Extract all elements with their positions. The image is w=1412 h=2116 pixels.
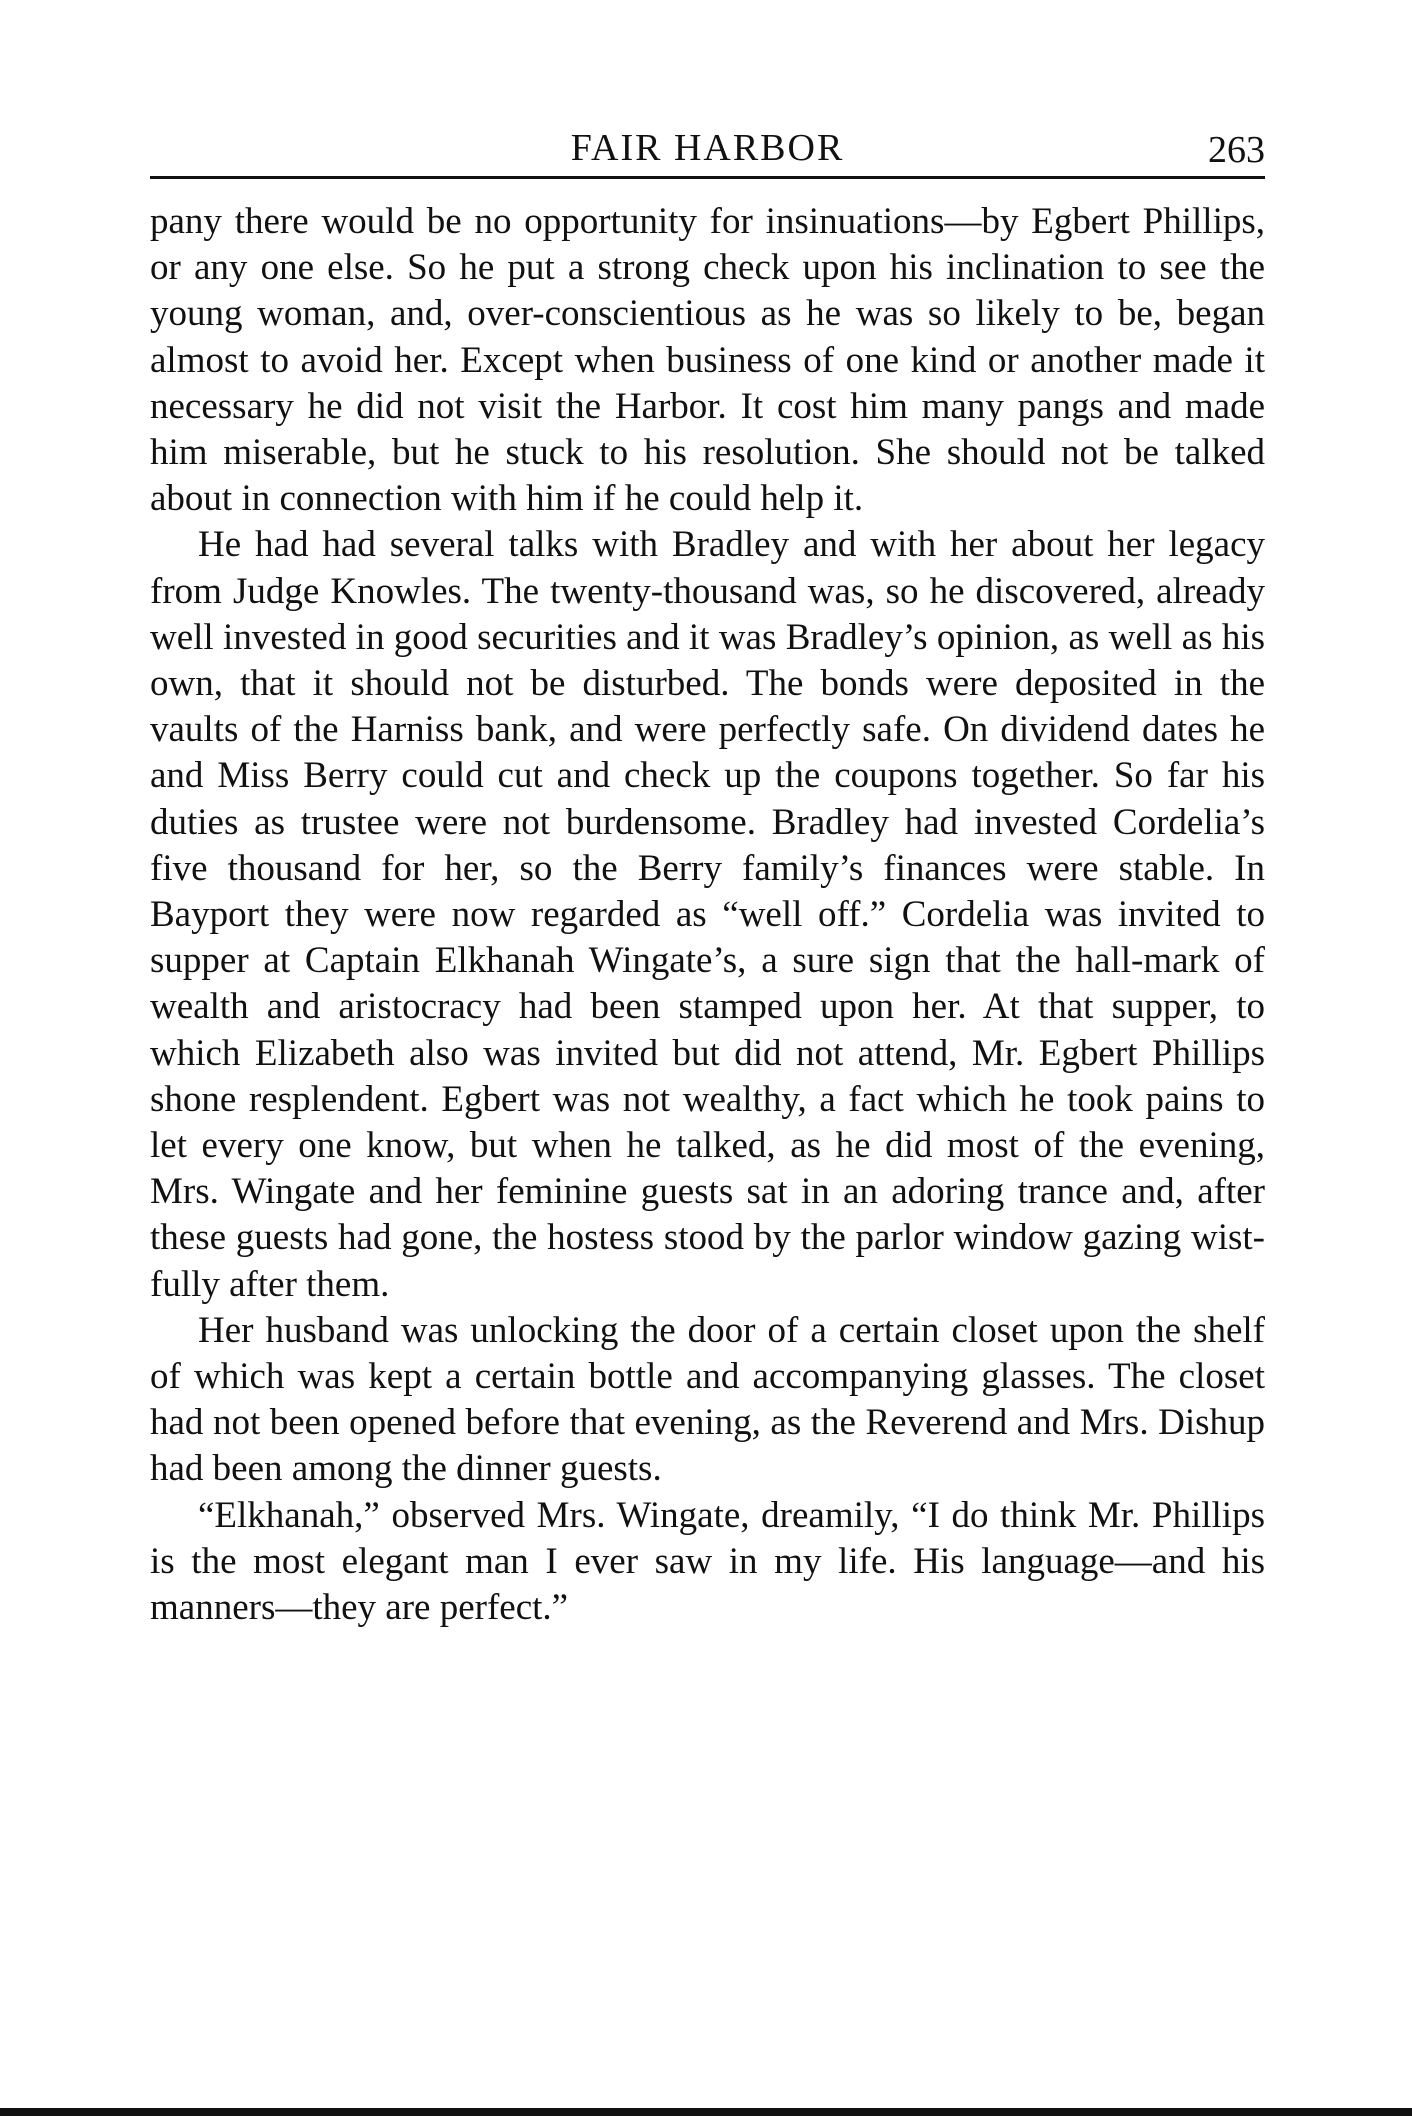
paragraph-2: He had had several talks with Bradley and with her about her legacy from Judge Knowles. The twenty-thousand was, so he discovered, already well invested in good securities and it was Bradley’s opinion, as well as his own, that it should not be disturbed. The bonds were deposited in the vaults of the Harniss bank, and were perfectly safe. On dividend dates he and Miss Berry could cut and check up the coupons together. So far his duties as trustee were not burdensome. Bradley had invested Cordelia’s five thousand for her, so the Berry family’s finances were stable. In Bayport they were now regarded as “well off.” Cordelia was invited to supper at Captain Elkhanah Wingate’s, a sure sign that the hall-mark of wealth and aristocracy had been stamped upon her. At that supper, to which Elizabeth also was invited but did not attend, Mr. Egbert Phillips shone resplendent. Egbert was not wealthy, a fact which he took pains to let every one know, but when he talked, as he did most of the evening, Mrs. Wingate and her feminine guests sat in an adoring trance and, after these guests had gone, the hostess stood by the parlor window gazing wistfully after them. [150, 524, 1265, 1305]
book-page [150, 118, 1265, 1631]
header-rule [150, 176, 1265, 179]
running-title: FAIR HARBOR [570, 127, 845, 169]
paragraph-4: “Elkhanah,” observed Mrs. Wingate, dreamily, “I do think Mr. Phillips is the most elegant man I ever saw in my life. His language—and his manners—they are perfect.” [150, 1494, 1265, 1629]
page-header [150, 118, 1265, 174]
body-text [150, 199, 1265, 1631]
paragraph-1: pany there would be no opportunity for insinuations—by Egbert Phillips, or any one else. So he put a strong check upon his inclination to see the young woman, and, over-conscientious as he was so likely to be, began almost to avoid her. Except when business of one kind or another made it necessary he did not visit the Harbor. It cost him many pangs and made him miserable, but he stuck to his resolution. She should not be talked about in connection with him if he could help it. [150, 201, 1265, 520]
page-number: 263 [1208, 129, 1265, 171]
paragraph-3: Her husband was unlocking the door of a certain closet upon the shelf of which was kept a certain bottle and accompanying glasses. The closet had not been opened before that evening, as the Reverend and Mrs. Dishup had been among the dinner guests. [150, 1309, 1265, 1490]
scan-edge-bar [0, 2108, 1412, 2116]
